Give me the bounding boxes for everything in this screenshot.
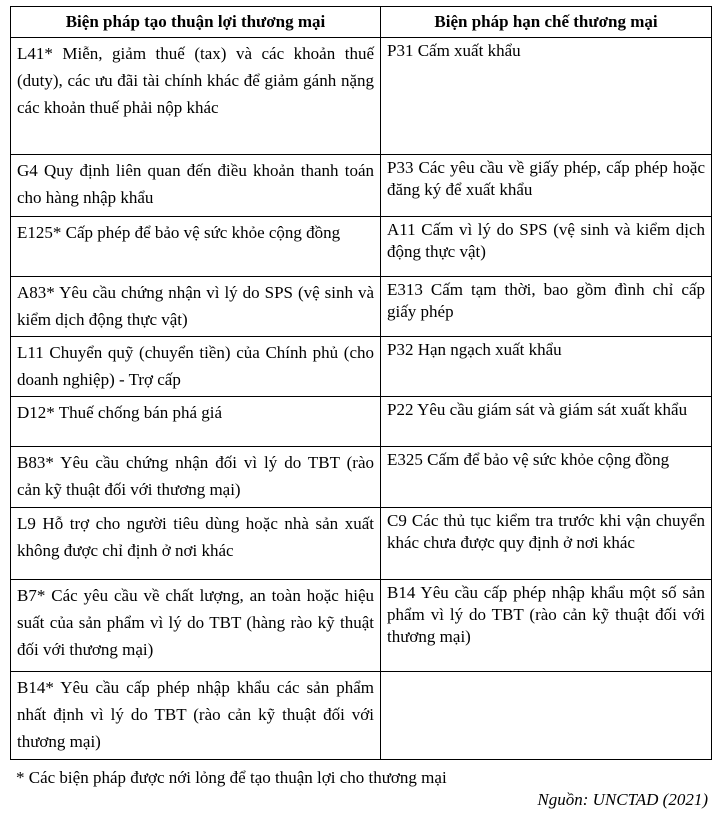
restriction-cell: P31 Cấm xuất khẩu <box>381 38 712 155</box>
facilitation-cell: L9 Hỗ trợ cho người tiêu dùng hoặc nhà sản xuất không được chỉ định ở nơi khác <box>11 508 381 580</box>
table-row <box>11 447 712 508</box>
facilitation-cell: B14* Yêu cầu cấp phép nhập khẩu các sản phẩm nhất định vì lý do TBT (rào cản kỹ thuật đối với thương mại) <box>11 672 381 760</box>
table-row <box>11 508 712 580</box>
table-row <box>11 580 712 672</box>
facilitation-cell: B7* Các yêu cầu về chất lượng, an toàn hoặc hiệu suất của sản phẩm vì lý do TBT (hàng rào kỹ thuật đối với thương mại) <box>11 580 381 672</box>
restriction-cell: E325 Cấm để bảo vệ sức khỏe cộng đồng <box>381 447 712 508</box>
table-header-row <box>11 7 712 38</box>
facilitation-cell: G4 Quy định liên quan đến điều khoản thanh toán cho hàng nhập khẩu <box>11 155 381 217</box>
restriction-cell: P22 Yêu cầu giám sát và giám sát xuất khẩu <box>381 397 712 447</box>
table-row <box>11 217 712 277</box>
facilitation-cell: L41* Miễn, giảm thuế (tax) và các khoản thuế (duty), các ưu đãi tài chính khác để giảm gánh nặng các khoản thuế phải nộp khác <box>11 38 381 155</box>
header-restriction: Biện pháp hạn chế thương mại <box>381 7 712 38</box>
table-row <box>11 277 712 337</box>
header-facilitation: Biện pháp tạo thuận lợi thương mại <box>11 7 381 38</box>
table-row <box>11 672 712 760</box>
facilitation-cell: E125* Cấp phép để bảo vệ sức khỏe cộng đồng <box>11 217 381 277</box>
restriction-cell <box>381 672 712 760</box>
restriction-cell: B14 Yêu cầu cấp phép nhập khẩu một số sản phẩm vì lý do TBT (rào cản kỹ thuật đối với thương mại) <box>381 580 712 672</box>
restriction-cell: P33 Các yêu cầu về giấy phép, cấp phép hoặc đăng ký để xuất khẩu <box>381 155 712 217</box>
facilitation-cell: L11 Chuyển quỹ (chuyển tiền) của Chính phủ (cho doanh nghiệp) - Trợ cấp <box>11 337 381 397</box>
restriction-cell: A11 Cấm vì lý do SPS (vệ sinh và kiểm dịch động thực vật) <box>381 217 712 277</box>
facilitation-cell: A83* Yêu cầu chứng nhận vì lý do SPS (vệ sinh và kiểm dịch động thực vật) <box>11 277 381 337</box>
restriction-cell: E313 Cấm tạm thời, bao gồm đình chỉ cấp giấy phép <box>381 277 712 337</box>
facilitation-cell: B83* Yêu cầu chứng nhận đối vì lý do TBT (rào cản kỹ thuật đối với thương mại) <box>11 447 381 508</box>
restriction-cell: P32 Hạn ngạch xuất khẩu <box>381 337 712 397</box>
facilitation-cell: D12* Thuế chống bán phá giá <box>11 397 381 447</box>
table-row <box>11 38 712 155</box>
footnote: * Các biện pháp được nới lỏng để tạo thuận lợi cho thương mại <box>16 768 447 787</box>
table-row <box>11 155 712 217</box>
measures-table <box>10 6 712 760</box>
restriction-cell: C9 Các thủ tục kiểm tra trước khi vận chuyển khác chưa được quy định ở nơi khác <box>381 508 712 580</box>
table-row <box>11 397 712 447</box>
table-row <box>11 337 712 397</box>
source-note: Nguồn: UNCTAD (2021) <box>537 790 708 809</box>
